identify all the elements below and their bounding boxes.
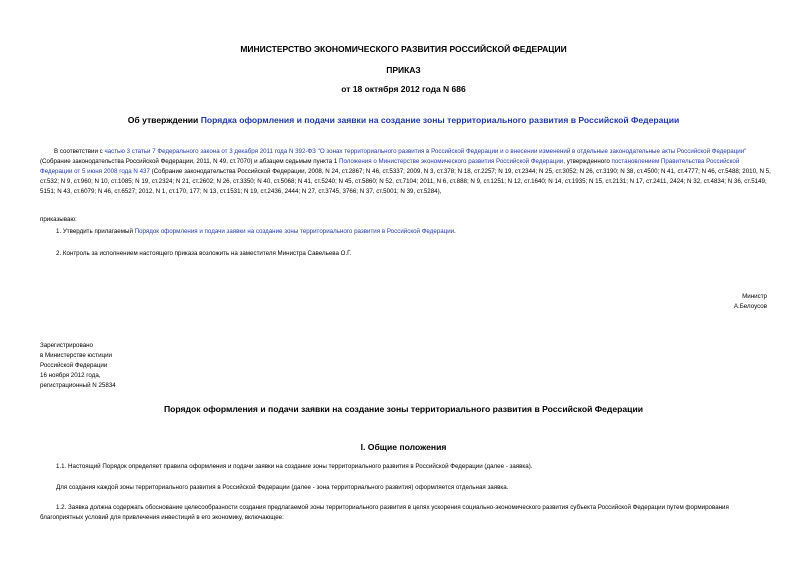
registration-line: Зарегистрировано (40, 342, 93, 349)
federal-law-link[interactable]: частью 3 статьи 7 Федерального закона от 3 декабря 2011 года N 392-ФЗ "О зонах территориального развития в Российской Федерации и о внесении изменений в отдельные законодательные акты Российской Федерации" (104, 148, 747, 155)
registration-line: регистрационный N 25834 (40, 382, 116, 389)
order-item-1 (56, 228, 456, 235)
order-item-1-text: 1. Утвердить прилагаемый (56, 228, 135, 235)
paragraph-zone: Для создания каждой зоны территориального развития в Российской Федерации (далее - зона территориального развития) оформляется отдельная заявка. (56, 484, 509, 491)
order-subject (0, 115, 807, 125)
subject-link[interactable]: Порядка оформления и подачи заявки на создание зоны территориального развития в Российской Федерации (200, 115, 680, 125)
preamble-text-1: В соответствии с (54, 148, 105, 155)
subject-prefix: Об утверждении (127, 115, 201, 125)
signature-name: А.Белоусов (733, 303, 767, 310)
ministry-regulation-link[interactable]: Положения о Министерстве экономического развития Российской Федерации (339, 158, 564, 165)
order-item-2: 2. Контроль за исполнением настоящего приказа возложить на заместителя Министра Савельева О.Г. (56, 250, 352, 257)
date-number-heading: от 18 октября 2012 года N 686 (341, 84, 466, 94)
orders-label: приказываю: (40, 216, 77, 223)
registration-line: 16 ноября 2012 года, (40, 372, 101, 379)
paragraph-1-2: 1.2. Заявка должна содержать обоснование целесообразности создания предлагаемой зоны территориального развития в целях ускорения социально-экономического развития субъекта Российской Федерации путем формирования благоприятных условий для привлечения инвестиций в его экономику, включающее: (40, 504, 729, 521)
preamble-text-2: (Собрание законодательства Российской Федерации, 2011, N 49, ст.7070) и абзацем седьмым пункта 1 (40, 158, 339, 165)
preamble-paragraph (40, 147, 772, 197)
doc-type-heading: ПРИКАЗ (386, 65, 421, 75)
preamble-text-4: (Собрание законодательства Российской Федерации, 2008, N 24, ст.2867; N 46, ст.5337; 2009, N 3, ст.378; N 18, ст.2257; N 19, ст.2344; N 25, ст.3052; N 26, ст.3190; N 38, ст.4500; N 41, ст.4777; N 46, ст.5488; 2010, N 5, ст.532; N 9, ст.960; N 10, ст.1085; N 19, ст.2324; N 21, ст.2602; N 26, ст.3350; N 40, ст.5068; N 41, ст.5240; N 45, ст.5860; N 52, ст.7104; 2011, N 6, ст.888; N 9, ст.1251; N 12, ст.1640; N 14, ст.1935; N 15, ст.2131; N 17, ст.2411, 2424; N 32, ст.4834; N 36, ст.5149, 5151; N 43, ст.6079; N 46, ст.6527; 2012, N 1, ст.170, 177; N 13, ст.1531; N 19, ст.2436, 2444; N 27, ст.3745, 3766; N 37, ст.5001; N 39, ст.5284), (40, 168, 771, 195)
signature-position: Министр (742, 293, 767, 300)
order-item-1-end: . (454, 228, 456, 235)
government-decree-link[interactable]: постановлением Правительства Российской Федерации от 5 июня 2008 года N 437 (40, 158, 740, 175)
annex-title: Порядок оформления и подачи заявки на создание зоны территориального развития в Российской Федерации (163, 404, 644, 414)
signature-block (734, 292, 767, 312)
registration-line: Российской Федерации (40, 362, 108, 369)
paragraph-1-1: 1.1. Настоящий Порядок определяет правила оформления и подачи заявки на создание зоны территориального развития в Российской Федерации (далее - заявка). (56, 463, 533, 470)
order-item-1-link[interactable]: Порядок оформления и подачи заявки на создание зоны территориального развития в Российской Федерации (134, 228, 455, 235)
ministry-heading: МИНИСТЕРСТВО ЭКОНОМИЧЕСКОГО РАЗВИТИЯ РОССИЙСКОЙ ФЕДЕРАЦИИ (240, 44, 567, 54)
section-title: I. Общие положения (360, 442, 447, 452)
registration-block (40, 341, 116, 391)
preamble-text-3: , утвержденного (563, 158, 612, 165)
registration-line: в Министерстве юстиции (40, 352, 113, 359)
